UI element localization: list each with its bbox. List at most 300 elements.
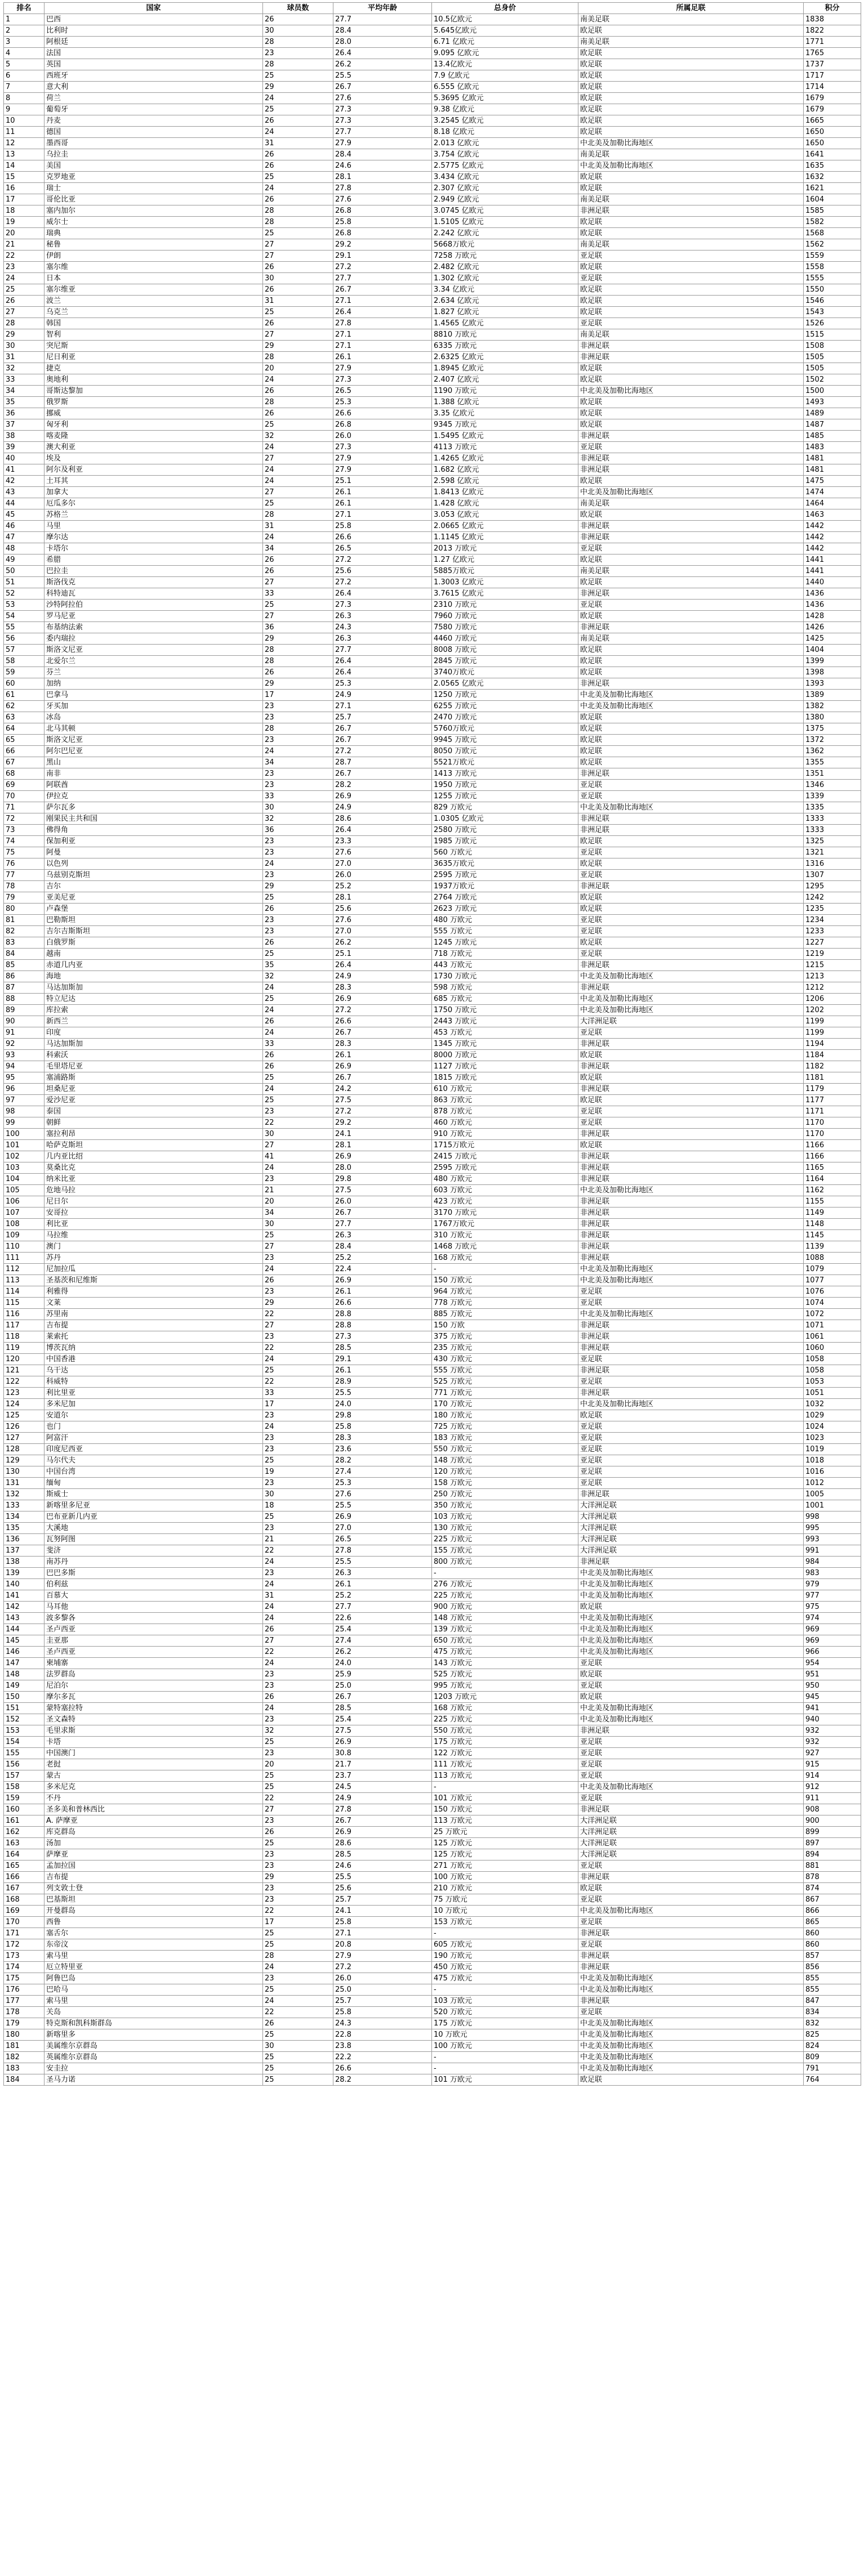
cell-rank: 54	[4, 611, 44, 622]
cell-avg-age: 26.7	[333, 723, 432, 735]
cell-confederation: 中北美及加勒比海地区	[578, 487, 804, 498]
cell-rank: 59	[4, 667, 44, 678]
cell-points: 1372	[804, 735, 861, 746]
cell-market-value: 3635万欧元	[432, 858, 578, 870]
cell-players: 34	[263, 757, 333, 768]
cell-rank: 10	[4, 115, 44, 127]
cell-confederation: 非洲足联	[578, 1996, 804, 2007]
cell-players: 18	[263, 1500, 333, 1511]
cell-confederation: 中北美及加勒比海地区	[578, 160, 804, 172]
cell-players: 22	[263, 1647, 333, 1658]
cell-avg-age: 26.9	[333, 1151, 432, 1162]
cell-points: 860	[804, 1928, 861, 1939]
cell-rank: 116	[4, 1309, 44, 1320]
cell-confederation: 欧足联	[578, 746, 804, 757]
cell-rank: 134	[4, 1511, 44, 1523]
table-row	[4, 870, 861, 881]
cell-country: 波兰	[44, 296, 263, 307]
cell-points: 1543	[804, 307, 861, 318]
cell-players: 31	[263, 1590, 333, 1602]
cell-confederation: 非洲足联	[578, 1343, 804, 1354]
cell-market-value: -	[432, 1928, 578, 1939]
cell-country: 巴巴多斯	[44, 1568, 263, 1579]
cell-country: 阿尔巴尼亚	[44, 746, 263, 757]
cell-country: 巴拉圭	[44, 566, 263, 577]
cell-players: 24	[263, 858, 333, 870]
cell-points: 911	[804, 1793, 861, 1804]
cell-points: 1215	[804, 960, 861, 971]
cell-rank: 126	[4, 1421, 44, 1433]
cell-rank: 73	[4, 825, 44, 836]
cell-market-value: 113 万欧元	[432, 1770, 578, 1782]
cell-country: 罗马尼亚	[44, 611, 263, 622]
table-row	[4, 892, 861, 904]
table-row	[4, 2041, 861, 2052]
cell-confederation: 亚足联	[578, 273, 804, 284]
cell-rank: 120	[4, 1354, 44, 1365]
cell-players: 26	[263, 160, 333, 172]
cell-avg-age: 29.8	[333, 1410, 432, 1421]
cell-market-value: 1750 万欧元	[432, 1005, 578, 1016]
cell-confederation: 亚足联	[578, 1770, 804, 1782]
cell-avg-age: 25.7	[333, 712, 432, 723]
cell-market-value: -	[432, 1782, 578, 1793]
cell-country: 斯威士	[44, 1489, 263, 1500]
table-row	[4, 1005, 861, 1016]
cell-country: 塞尔维亚	[44, 284, 263, 296]
cell-avg-age: 27.2	[333, 1005, 432, 1016]
table-row	[4, 1815, 861, 1827]
cell-country: 马达加斯加	[44, 982, 263, 994]
cell-country: 沙特阿拉伯	[44, 600, 263, 611]
cell-players: 25	[263, 2074, 333, 2086]
cell-country: 巴勒斯坦	[44, 915, 263, 926]
cell-avg-age: 30.8	[333, 1748, 432, 1759]
cell-market-value: 100 万欧元	[432, 2041, 578, 2052]
cell-market-value: 183 万欧元	[432, 1433, 578, 1444]
cell-points: 1650	[804, 127, 861, 138]
cell-country: 孟加拉国	[44, 1861, 263, 1872]
cell-market-value: 1127 万欧元	[432, 1061, 578, 1072]
cell-avg-age: 25.5	[333, 1500, 432, 1511]
cell-market-value: 1.1145 亿欧元	[432, 532, 578, 543]
table-row	[4, 1692, 861, 1703]
cell-points: 791	[804, 2063, 861, 2074]
cell-confederation: 大洋洲足联	[578, 1016, 804, 1027]
cell-players: 27	[263, 1320, 333, 1331]
cell-points: 945	[804, 1692, 861, 1703]
cell-country: 文莱	[44, 1298, 263, 1309]
cell-players: 30	[263, 2041, 333, 2052]
cell-points: 1051	[804, 1388, 861, 1399]
cell-points: 1335	[804, 802, 861, 813]
cell-confederation: 亚足联	[578, 1658, 804, 1669]
cell-country: 阿根廷	[44, 37, 263, 48]
cell-players: 30	[263, 273, 333, 284]
table-row	[4, 1928, 861, 1939]
cell-confederation: 中北美及加勒比海地区	[578, 2052, 804, 2063]
cell-country: 卡塔尔	[44, 543, 263, 554]
cell-confederation: 大洋洲足联	[578, 1534, 804, 1545]
cell-rank: 132	[4, 1489, 44, 1500]
table-row	[4, 1635, 861, 1647]
cell-confederation: 欧足联	[578, 228, 804, 239]
cell-rank: 106	[4, 1196, 44, 1208]
cell-confederation: 大洋洲足联	[578, 1849, 804, 1861]
cell-country: 库拉索	[44, 1005, 263, 1016]
cell-avg-age: 29.2	[333, 1117, 432, 1129]
cell-avg-age: 28.0	[333, 1162, 432, 1174]
cell-rank: 67	[4, 757, 44, 768]
cell-confederation: 亚足联	[578, 1286, 804, 1298]
cell-players: 23	[263, 1478, 333, 1489]
cell-points: 1515	[804, 329, 861, 341]
cell-market-value: 1937万欧元	[432, 881, 578, 892]
cell-confederation: 欧足联	[578, 262, 804, 273]
cell-market-value: 103 万欧元	[432, 1996, 578, 2007]
cell-market-value: 685 万欧元	[432, 994, 578, 1005]
cell-avg-age: 26.3	[333, 1568, 432, 1579]
cell-market-value: 3.35 亿欧元	[432, 408, 578, 419]
cell-market-value: 6255 万欧元	[432, 701, 578, 712]
cell-country: 蒙特塞拉特	[44, 1703, 263, 1714]
cell-country: 摩尔多瓦	[44, 1692, 263, 1703]
cell-avg-age: 26.0	[333, 1196, 432, 1208]
table-row	[4, 847, 861, 858]
cell-avg-age: 26.1	[333, 352, 432, 363]
cell-country: 斐济	[44, 1545, 263, 1557]
cell-confederation: 欧足联	[578, 183, 804, 194]
cell-confederation: 欧足联	[578, 1140, 804, 1151]
cell-confederation: 欧足联	[578, 858, 804, 870]
cell-rank: 80	[4, 904, 44, 915]
cell-players: 21	[263, 1534, 333, 1545]
cell-players: 28	[263, 205, 333, 217]
cell-market-value: 235 万欧元	[432, 1343, 578, 1354]
cell-market-value: 5.3695 亿欧元	[432, 93, 578, 104]
table-row	[4, 1951, 861, 1962]
table-row	[4, 1084, 861, 1095]
cell-country: 泰国	[44, 1106, 263, 1117]
cell-avg-age: 25.2	[333, 881, 432, 892]
cell-country: 汤加	[44, 1838, 263, 1849]
cell-market-value: 480 万欧元	[432, 1174, 578, 1185]
table-row	[4, 1534, 861, 1545]
cell-market-value: 910 万欧元	[432, 1129, 578, 1140]
cell-avg-age: 27.6	[333, 847, 432, 858]
cell-points: 1737	[804, 59, 861, 70]
cell-players: 27	[263, 1241, 333, 1253]
cell-points: 1155	[804, 1196, 861, 1208]
cell-confederation: 欧足联	[578, 1692, 804, 1703]
cell-confederation: 非洲足联	[578, 1061, 804, 1072]
cell-market-value: 225 万欧元	[432, 1534, 578, 1545]
cell-points: 1295	[804, 881, 861, 892]
cell-market-value: 3.0745 亿欧元	[432, 205, 578, 217]
cell-players: 23	[263, 836, 333, 847]
table-row	[4, 780, 861, 791]
cell-country: 缅甸	[44, 1478, 263, 1489]
cell-country: 塞拉利昂	[44, 1129, 263, 1140]
cell-rank: 16	[4, 183, 44, 194]
cell-market-value: 2.0665 亿欧元	[432, 521, 578, 532]
cell-rank: 151	[4, 1703, 44, 1714]
cell-country: 法罗群岛	[44, 1669, 263, 1680]
table-row	[4, 1264, 861, 1275]
cell-market-value: 168 万欧元	[432, 1703, 578, 1714]
cell-points: 1149	[804, 1208, 861, 1219]
cell-confederation: 南美足联	[578, 14, 804, 25]
cell-confederation: 非洲足联	[578, 1331, 804, 1343]
cell-players: 22	[263, 1376, 333, 1388]
cell-rank: 81	[4, 915, 44, 926]
cell-rank: 157	[4, 1770, 44, 1782]
cell-confederation: 欧足联	[578, 419, 804, 431]
cell-rank: 48	[4, 543, 44, 554]
cell-players: 27	[263, 1804, 333, 1815]
cell-players: 26	[263, 14, 333, 25]
cell-points: 1464	[804, 498, 861, 509]
cell-country: 吉尔	[44, 881, 263, 892]
cell-country: 新喀里多尼亚	[44, 1500, 263, 1511]
cell-country: A. 萨摩亚	[44, 1815, 263, 1827]
cell-rank: 15	[4, 172, 44, 183]
cell-confederation: 亚足联	[578, 915, 804, 926]
cell-rank: 172	[4, 1939, 44, 1951]
cell-confederation: 非洲足联	[578, 1928, 804, 1939]
table-row	[4, 48, 861, 59]
cell-market-value: 9.38 亿欧元	[432, 104, 578, 115]
cell-market-value: 7.9 亿欧元	[432, 70, 578, 82]
cell-rank: 31	[4, 352, 44, 363]
cell-avg-age: 25.3	[333, 678, 432, 690]
cell-points: 974	[804, 1613, 861, 1624]
cell-confederation: 中北美及加勒比海地区	[578, 1590, 804, 1602]
cell-players: 26	[263, 1016, 333, 1027]
cell-points: 1546	[804, 296, 861, 307]
cell-points: 824	[804, 2041, 861, 2052]
cell-confederation: 非洲足联	[578, 1557, 804, 1568]
cell-players: 25	[263, 1511, 333, 1523]
cell-country: 希腊	[44, 554, 263, 566]
cell-rank: 82	[4, 926, 44, 937]
table-row	[4, 1906, 861, 1917]
cell-market-value: 9945 万欧元	[432, 735, 578, 746]
cell-players: 24	[263, 532, 333, 543]
cell-market-value: 1.827 亿欧元	[432, 307, 578, 318]
cell-rank: 131	[4, 1478, 44, 1489]
cell-avg-age: 28.1	[333, 892, 432, 904]
cell-rank: 90	[4, 1016, 44, 1027]
cell-country: 圣文森特	[44, 1714, 263, 1725]
cell-rank: 46	[4, 521, 44, 532]
table-row	[4, 982, 861, 994]
cell-confederation: 亚足联	[578, 251, 804, 262]
cell-players: 41	[263, 1151, 333, 1162]
cell-confederation: 欧足联	[578, 577, 804, 588]
cell-rank: 163	[4, 1838, 44, 1849]
cell-confederation: 欧足联	[578, 408, 804, 419]
table-row	[4, 960, 861, 971]
cell-points: 1074	[804, 1298, 861, 1309]
table-row	[4, 1838, 861, 1849]
cell-rank: 118	[4, 1331, 44, 1343]
cell-players: 29	[263, 881, 333, 892]
cell-avg-age: 26.6	[333, 532, 432, 543]
cell-avg-age: 21.7	[333, 1759, 432, 1770]
cell-rank: 180	[4, 2029, 44, 2041]
table-row	[4, 1208, 861, 1219]
cell-players: 22	[263, 1343, 333, 1354]
table-row	[4, 104, 861, 115]
cell-points: 1171	[804, 1106, 861, 1117]
cell-confederation: 欧足联	[578, 1602, 804, 1613]
cell-market-value: 1.3003 亿欧元	[432, 577, 578, 588]
cell-confederation: 中北美及加勒比海地区	[578, 1185, 804, 1196]
cell-points: 998	[804, 1511, 861, 1523]
cell-points: 1024	[804, 1421, 861, 1433]
cell-avg-age: 25.6	[333, 566, 432, 577]
cell-players: 28	[263, 397, 333, 408]
cell-confederation: 欧足联	[578, 667, 804, 678]
cell-players: 23	[263, 1894, 333, 1906]
cell-avg-age: 27.4	[333, 1466, 432, 1478]
cell-rank: 93	[4, 1050, 44, 1061]
table-row	[4, 1827, 861, 1838]
cell-market-value: 2.0565 亿欧元	[432, 678, 578, 690]
cell-points: 1526	[804, 318, 861, 329]
cell-confederation: 中北美及加勒比海地区	[578, 802, 804, 813]
cell-players: 27	[263, 577, 333, 588]
cell-confederation: 亚足联	[578, 2007, 804, 2018]
cell-rank: 85	[4, 960, 44, 971]
cell-market-value: 6335 万欧元	[432, 341, 578, 352]
cell-confederation: 非洲足联	[578, 1253, 804, 1264]
cell-confederation: 非洲足联	[578, 532, 804, 543]
cell-market-value: 1190 万欧元	[432, 386, 578, 397]
cell-confederation: 欧足联	[578, 836, 804, 847]
cell-market-value: 168 万欧元	[432, 1253, 578, 1264]
cell-country: 意大利	[44, 82, 263, 93]
cell-avg-age: 24.9	[333, 971, 432, 982]
cell-rank: 29	[4, 329, 44, 341]
cell-avg-age: 26.9	[333, 1737, 432, 1748]
cell-country: 丹麦	[44, 115, 263, 127]
cell-players: 23	[263, 1253, 333, 1264]
cell-points: 1650	[804, 138, 861, 149]
cell-rank: 74	[4, 836, 44, 847]
table-row	[4, 363, 861, 374]
cell-rank: 35	[4, 397, 44, 408]
table-row	[4, 217, 861, 228]
cell-points: 1493	[804, 397, 861, 408]
cell-rank: 40	[4, 453, 44, 464]
cell-market-value: 2.634 亿欧元	[432, 296, 578, 307]
cell-points: 1148	[804, 1219, 861, 1230]
table-row	[4, 2007, 861, 2018]
cell-points: 993	[804, 1534, 861, 1545]
cell-market-value: 1.388 亿欧元	[432, 397, 578, 408]
cell-points: 912	[804, 1782, 861, 1793]
cell-avg-age: 27.1	[333, 1928, 432, 1939]
cell-confederation: 中北美及加勒比海地区	[578, 1568, 804, 1579]
cell-rank: 12	[4, 138, 44, 149]
cell-country: 朝鲜	[44, 1117, 263, 1129]
cell-rank: 117	[4, 1320, 44, 1331]
cell-country: 波多黎各	[44, 1613, 263, 1624]
cell-avg-age: 26.1	[333, 1365, 432, 1376]
cell-market-value: 8.18 亿欧元	[432, 127, 578, 138]
table-row	[4, 1984, 861, 1996]
cell-market-value: 2.482 亿欧元	[432, 262, 578, 273]
cell-players: 34	[263, 543, 333, 554]
table-row	[4, 498, 861, 509]
cell-country: 东帝汶	[44, 1939, 263, 1951]
cell-points: 1463	[804, 509, 861, 521]
cell-country: 佛得角	[44, 825, 263, 836]
cell-players: 24	[263, 1996, 333, 2007]
cell-players: 33	[263, 1039, 333, 1050]
cell-market-value: 1.428 亿欧元	[432, 498, 578, 509]
cell-avg-age: 27.1	[333, 701, 432, 712]
cell-points: 1483	[804, 442, 861, 453]
cell-players: 28	[263, 509, 333, 521]
cell-avg-age: 24.2	[333, 1084, 432, 1095]
cell-country: 以色列	[44, 858, 263, 870]
cell-confederation: 亚足联	[578, 1748, 804, 1759]
cell-rank: 42	[4, 476, 44, 487]
cell-avg-age: 27.8	[333, 1545, 432, 1557]
cell-players: 23	[263, 1714, 333, 1725]
cell-market-value: 1950 万欧元	[432, 780, 578, 791]
cell-country: 索马里	[44, 1951, 263, 1962]
table-row	[4, 160, 861, 172]
cell-country: 刚果民主共和国	[44, 813, 263, 825]
cell-confederation: 南美足联	[578, 149, 804, 160]
cell-avg-age: 26.0	[333, 1973, 432, 1984]
cell-rank: 121	[4, 1365, 44, 1376]
cell-confederation: 非洲足联	[578, 1804, 804, 1815]
cell-points: 1481	[804, 464, 861, 476]
cell-confederation: 中北美及加勒比海地区	[578, 2041, 804, 2052]
cell-country: 圭亚那	[44, 1635, 263, 1647]
cell-rank: 43	[4, 487, 44, 498]
cell-market-value: 560 万欧元	[432, 847, 578, 858]
cell-market-value: 150 万欧	[432, 1320, 578, 1331]
cell-rank: 127	[4, 1433, 44, 1444]
cell-confederation: 亚足联	[578, 1433, 804, 1444]
cell-players: 28	[263, 656, 333, 667]
cell-points: 977	[804, 1590, 861, 1602]
table-row	[4, 543, 861, 554]
cell-players: 23	[263, 1680, 333, 1692]
cell-confederation: 非洲足联	[578, 1388, 804, 1399]
cell-market-value: 276 万欧元	[432, 1579, 578, 1590]
cell-points: 1382	[804, 701, 861, 712]
cell-players: 25	[263, 1455, 333, 1466]
cell-points: 1184	[804, 1050, 861, 1061]
ranking-table	[3, 2, 861, 2086]
cell-players: 33	[263, 791, 333, 802]
table-row	[4, 1072, 861, 1084]
cell-market-value: 885 万欧元	[432, 1309, 578, 1320]
cell-confederation: 欧足联	[578, 1072, 804, 1084]
cell-rank: 24	[4, 273, 44, 284]
cell-confederation: 欧足联	[578, 611, 804, 622]
cell-country: 南非	[44, 768, 263, 780]
cell-rank: 181	[4, 2041, 44, 2052]
cell-country: 多米尼克	[44, 1782, 263, 1793]
